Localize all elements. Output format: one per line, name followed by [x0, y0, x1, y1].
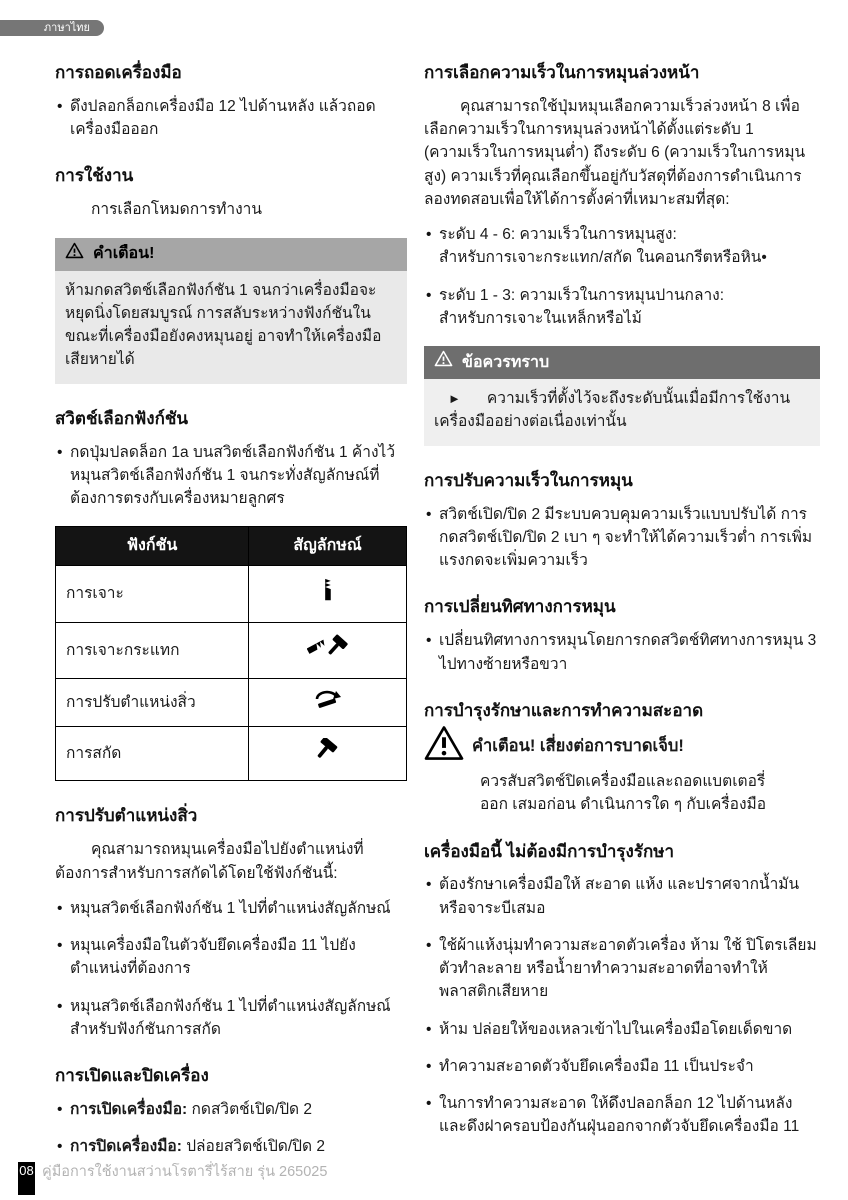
language-tab: ภาษาไทย: [0, 20, 104, 36]
bullet-line: • ระดับ 1 - 3: ความเร็วในการหมุนปานกลาง:: [439, 286, 725, 304]
function-symbol-table: [55, 526, 407, 781]
table-header-row: [56, 527, 407, 566]
maintenance-warning-text: ควรสับสวิตช์ปิดเครื่องมือและถอดแบตเตอรี่ ออก เสมอก่อน ดำเนินการใด ๆ กับเครื่องมือ: [480, 773, 767, 814]
section-title-speed-preselect: การเลือกความเร็วในการหมุนล่วงหน้า: [424, 63, 700, 82]
chisel-hammer-icon: [315, 749, 341, 766]
bullet-lead: การเปิดเครื่องมือ:: [70, 1100, 188, 1118]
footer-text: คู่มือการใช้งานสว่านโรตารี่ไร้สาย รุ่น 265025: [42, 1164, 328, 1180]
list-item: • สวิตช์เปิด/ปิด 2 มีระบบควบคุมความเร็วแบบปรับได้ การกดสวิตช์เปิด/ปิด 2 เบา ๆ จะทำให้ได้ความเร็วต่ำ การเพิ่มแรงกดจะเพิ่มความเร็ว: [424, 503, 820, 573]
warning-box-body: ห้ามกดสวิตช์เลือกฟังก์ชัน 1 จนกว่าเครื่องมือจะหยุดนิ่งโดยสมบูรณ์ การสลับระหว่างฟังก์ชันในขณะที่เครื่องมือยังคงหมุนอยู่ อาจทำให้เครื่องมือเสียหายได้: [55, 271, 407, 384]
page-number: 08: [18, 1162, 35, 1195]
symbol-cell: [249, 622, 407, 678]
warning-box-title: คำเตือน!: [93, 245, 155, 263]
list-item: • ต้องรักษาเครื่องมือให้ สะอาด แห้ง และปราศจากน้ำมันหรือจาระบีเสมอ: [424, 873, 820, 920]
maintenance-warning-header: [424, 725, 820, 768]
function-label: การสกัด: [56, 727, 249, 781]
list-item: • ห้าม ปล่อยให้ของเหลวเข้าไปในเครื่องมือโดยเด็ดขาด: [424, 1018, 820, 1041]
list-item: [55, 1135, 407, 1158]
page-footer: [18, 1162, 327, 1195]
section-title-on-off: การเปิดและปิดเครื่อง: [55, 1066, 209, 1085]
symbol-cell: [249, 566, 407, 622]
warning-triangle-icon: [424, 725, 464, 768]
symbol-cell: [249, 678, 407, 726]
table-row: [56, 566, 407, 622]
maintenance-warning-title: คำเตือน! เสี่ยงต่อการบาดเจ็บ!: [472, 737, 684, 755]
list-item: [55, 1098, 407, 1121]
bullet-line: สำหรับการเจาะกระแทก/สกัด ในคอนกรีตหรือหิน•: [439, 249, 767, 267]
chisel-position-icon: [313, 695, 343, 712]
warning-box-header: [55, 238, 407, 271]
note-box-body: [424, 379, 820, 446]
section-title-maintenance: การบำรุงรักษาและการทำความสะอาด: [424, 700, 704, 720]
table-row: [56, 622, 407, 678]
function-label: การเจาะกระแทก: [56, 622, 249, 678]
table-header-symbol: สัญลักษณ์: [249, 527, 407, 566]
table-header-function: ฟังก์ชัน: [56, 527, 249, 566]
list-item: • กดปุ่มปลดล็อก 1a บนสวิตช์เลือกฟังก์ชัน 1 ค้างไว้ หมุนสวิตช์เลือกฟังก์ชัน 1 จนกระทั่งสัญลักษณ์ที่ต้องการตรงกับเครื่องหมายลูกศร: [55, 441, 407, 511]
list-item: • เปลี่ยนทิศทางการหมุนโดยการกดสวิตช์ทิศทางการหมุน 3 ไปทางซ้ายหรือขวา: [424, 629, 820, 676]
warning-triangle-icon: [65, 242, 84, 267]
left-column: [55, 58, 407, 1172]
bullet-text: กดสวิตช์เปิด/ปิด 2: [187, 1100, 313, 1118]
warning-box: [55, 238, 407, 384]
paragraph: คุณสามารถใช้ปุ่มหมุนเลือกความเร็วล่วงหน้า 8 เพื่อเลือกความเร็วในการหมุนล่วงหน้าได้ตั้งแต่ระดับ 1 (ความเร็วในการหมุนต่ำ) ถึงระดับ 6 (ความเร็วในการหมุนสูง) ความเร็วที่คุณเลือกขึ้นอยู่กับวัสดุที่ต้องการดำเนินการ ลองทดสอบเพื่อให้ได้การตั้งค่าที่เหมาะสมที่สุด:: [424, 97, 806, 208]
right-column: [424, 58, 820, 1172]
list-item: • หมุนสวิตช์เลือกฟังก์ชัน 1 ไปที่ตำแหน่งสัญลักษณ์ สำหรับฟังก์ชันการสกัด: [55, 995, 407, 1042]
list-item: • ในการทำความสะอาด ให้ดึงปลอกล็อก 12 ไปด้านหลัง และดึงฝาครอบป้องกันฝุ่นออกจากตัวจับยึดเครื่องมือ 11: [424, 1092, 820, 1139]
hammer-drill-icon: [307, 647, 349, 664]
section-title-speed-adjust: การปรับความเร็วในการหมุน: [424, 470, 633, 490]
section-title-operation: การใช้งาน: [55, 166, 134, 186]
list-item: • หมุนสวิตช์เลือกฟังก์ชัน 1 ไปที่ตำแหน่งสัญลักษณ์: [55, 897, 407, 920]
note-text: ความเร็วที่ตั้งไว้จะถึงระดับนั้นเมื่อมีการใช้งานเครื่องมืออย่างต่อเนื่องเท่านั้น: [434, 390, 791, 431]
section-title-direction: การเปลี่ยนทิศทางการหมุน: [424, 597, 616, 617]
section-title-remove-tool: การถอดเครื่องมือ: [55, 63, 182, 82]
function-label: การเจาะ: [56, 566, 249, 622]
section-title-no-maintenance: เครื่องมือนี้ ไม่ต้องมีการบำรุงรักษา: [424, 841, 675, 861]
section-title-function-switch: สวิตช์เลือกฟังก์ชัน: [55, 408, 189, 428]
note-box: [424, 346, 820, 446]
bullet-line: • ระดับ 4 - 6: ความเร็วในการหมุนสูง:: [439, 226, 677, 244]
list-item: [424, 223, 820, 270]
list-item: • หมุนเครื่องมือในตัวจับยึดเครื่องมือ 11 ไปยังตำแหน่งที่ต้องการ: [55, 934, 407, 981]
function-label: การปรับตำแหน่งสิ่ว: [56, 678, 249, 726]
table-row: [56, 727, 407, 781]
list-item: • ทำความสะอาดตัวจับยึดเครื่องมือ 11 เป็นประจำ: [424, 1055, 820, 1078]
symbol-cell: [249, 727, 407, 781]
note-box-title: ข้อควรทราบ: [462, 353, 550, 371]
paragraph: การเลือกโหมดการทำงาน: [91, 201, 262, 219]
list-item: • ใช้ผ้าแห้งนุ่มทำความสะอาดตัวเครื่อง ห้าม ใช้ ปิโตรเลียม ตัวทำละลาย หรือน้ำยาทำความสะอาดที่อาจทำให้พลาสติกเสียหาย: [424, 934, 820, 1004]
bullet-line: สำหรับการเจาะในเหล็กหรือไม้: [439, 309, 642, 327]
pointer-icon: ►: [448, 391, 461, 407]
note-box-header: [424, 346, 820, 379]
bullet-lead: การปิดเครื่องมือ:: [70, 1138, 182, 1156]
table-row: [56, 678, 407, 726]
list-item: • ดึงปลอกล็อกเครื่องมือ 12 ไปด้านหลัง แล้วถอดเครื่องมือออก: [55, 95, 407, 142]
content-columns: [55, 58, 820, 1172]
warning-triangle-icon: [434, 350, 453, 375]
bullet-text: ปล่อยสวิตช์เปิด/ปิด 2: [181, 1138, 326, 1156]
section-title-chisel-adjust: การปรับตำแหน่งสิ่ว: [55, 806, 198, 826]
list-item: [424, 284, 820, 331]
paragraph: คุณสามารถหมุนเครื่องมือไปยังตำแหน่งที่ต้องการสำหรับการสกัดได้โดยใช้ฟังก์ชันนี้:: [55, 841, 364, 882]
drill-bit-icon: [321, 590, 334, 607]
